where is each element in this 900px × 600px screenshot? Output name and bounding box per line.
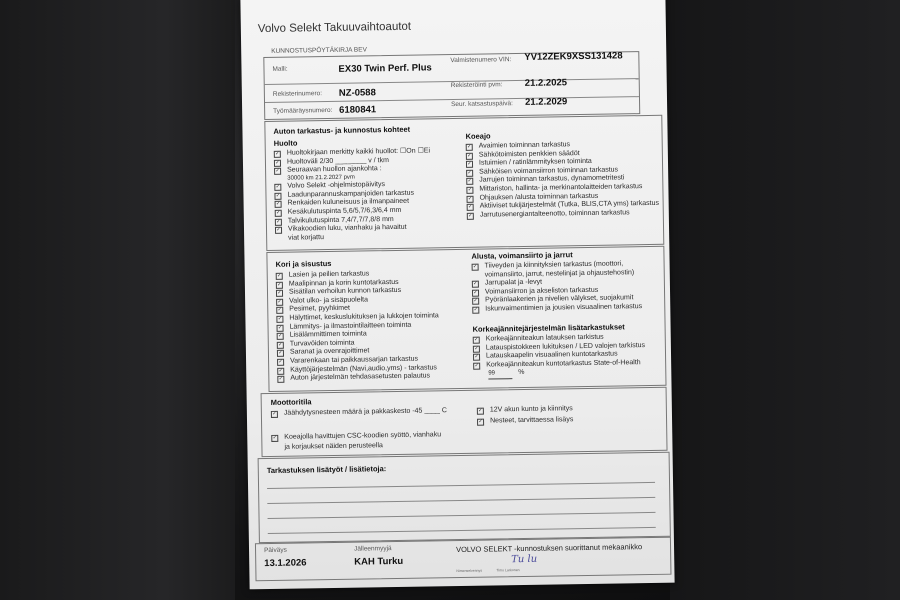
item-label: Iskunvaimentimien ja jousien visuaalinen tarkastus [485,303,643,313]
checkbox-checked-icon: ✓ [468,203,473,210]
alusta-heading: Alusta, voimansiirto ja jarrut [471,250,573,261]
item-label: Sähkötoimisten penkkien säädöt [478,149,580,159]
item-label: Sähköisen voimansiirron toiminnan tarkastus [479,166,619,176]
checkbox-checked-icon: ✓ [468,212,473,219]
checkbox-checked-icon: ✓ [473,306,478,313]
checkbox-checked-icon: ✓ [278,350,283,357]
car-seat-right [670,0,900,600]
item-label: Sisätilan verhoilun kunnon tarkastus [288,287,402,296]
item-label: Volvo Selekt -ohjelmistopäivitys [287,181,386,190]
name-value: Timo Larkonen [496,568,520,573]
checkbox-checked-icon: ✓ [276,209,281,216]
kori-heading: Kori ja sisustus [275,258,332,269]
checkbox-checked-icon: ✓ [275,184,280,191]
inspection-document [240,0,674,589]
section-engine-bay [261,387,668,457]
item-label: Pyöränlaakerien ja nivelien välykset, suojakumit [485,294,634,304]
item-label: Avaimien toiminnan tarkastus [478,141,571,150]
item-label: 12V akun kunto ja kiinnitys [489,405,573,414]
signature: Tu lu [511,553,538,566]
mechanic-label: VOLVO SELEKT -kunnostuksen suorittanut mekaanikko [455,542,643,555]
checkbox-checked-icon: ✓ [272,410,277,417]
item-label: ja korjaukset näiden perusteella [284,442,383,451]
checkbox-checked-icon: ✓ [277,307,282,314]
checkbox-checked-icon: ✓ [278,358,283,365]
checkbox-checked-icon: ✓ [278,332,283,339]
checkbox-checked-icon: ✓ [276,218,281,225]
work-order-value: 6180841 [339,104,377,116]
checkbox-checked-icon: ✓ [277,298,282,305]
item-label: Ohjauksen /alusta toiminnan tarkastus [479,192,599,202]
reg-label: Rekisterinumero: [272,90,323,98]
item-label: Talvikulutuspinta 7,4/7,7/7,8/8 mm [287,215,394,225]
checkbox-checked-icon: ✓ [275,192,281,199]
checkbox-checked-icon: ✓ [278,367,283,374]
document-title: Volvo Selekt Takuuvaihtoautot [257,20,412,36]
list-item [271,431,441,442]
item-label: Jarrupalat ja -levyt [484,278,543,287]
item-label: Pesimet, pyyhkimet [289,305,351,314]
checkbox-checked-icon: ✓ [474,353,479,360]
section-notes [258,452,671,543]
list-item [477,416,573,426]
soh-percent: 99 [488,370,512,380]
huolto-heading: Huolto [273,138,298,148]
date-value: 13.1.2026 [264,557,307,570]
checkbox-checked-icon: ✓ [277,289,282,297]
item-label: Mittariston, hallinta- ja merkinantolaitteiden tarkastus [479,183,643,193]
section-heading: Auton tarkastus- ja kunnostus kohteet [273,124,411,136]
item-label: Voimansiirron ja akseliston tarkastus [484,286,599,296]
item-label: Korkeajänniteakun latauksen tarkistus [485,333,604,343]
checkbox-checked-icon: ✓ [275,150,280,157]
item-label: Kesäkulutuspinta 5,6/5,7/6,3/6,4 mm [287,206,402,216]
checkbox-checked-icon: ✓ [474,345,479,352]
koeajo-heading: Koeajo [465,131,491,141]
soh-value [473,367,645,379]
item-label: Korkeajänniteakun kuntotarkastus State-of-Health [486,358,641,369]
list-item [472,303,642,314]
korkea-heading: Korkeajännitejärjestelmän lisätarkastukset [472,322,625,334]
form-name: KUNNOSTUSPÖYTÄKIRJA BEV [271,46,367,55]
checkbox-checked-icon: ✓ [467,186,473,193]
checkbox-checked-icon: ✓ [277,272,282,279]
korkea-list [473,333,646,380]
item-label: Aktiiviset tukijärjestelmät (Tutka, BLIS,CTA yms) tarkastus [479,199,660,210]
checkbox-checked-icon: ✓ [467,143,472,150]
checkbox-checked-icon: ✓ [474,336,479,343]
item-label: Käyttöjärjestelmän (Navi,audio,yms) - tarkastus [290,363,437,374]
checkbox-checked-icon: ✓ [275,201,281,208]
item-label: Valot ulko- ja sisäpuolelta [289,296,369,305]
checkbox-checked-icon: ✓ [277,281,282,288]
item-label: voimansiirto, jarrut, nestelinjat ja ohjaustehostin) [484,268,635,279]
next-inspection-label: Seur. katsastuspäivä: [451,100,513,109]
item-label: Lämmitys- ja ilmastointilaitteen toiminta [289,321,412,331]
work-order-label: Työmääräysnumero: [273,106,333,115]
checkbox-checked-icon: ✓ [275,159,280,166]
checkbox-checked-icon: ✓ [467,169,472,176]
name-label: Nimenselvennys [456,568,483,574]
item-label: Vikakoodien luku, vianhaku ja havaitut [287,224,407,233]
section-inspection-items [264,115,664,251]
dealer-label: Jälleenmyyjä [353,545,392,553]
item-label: Huoltoväli 2/30 ________ v / tkm [286,156,389,166]
item-label: Seuraavan huollon ajankohta : [287,165,382,174]
checkbox-checked-icon: ✓ [472,263,478,270]
section-body-chassis [266,246,666,392]
item-label: Huoltokirjaan merkitty kaikki huollot: ☐On ☐Ei [286,147,431,157]
checkbox-checked-icon: ✓ [277,315,283,322]
item-label: Maalipinnan ja korin kuntotarkastus [288,278,399,288]
item-label: Lisälämmittimen toiminta [289,330,367,339]
model-value: EX30 Twin Perf. Plus [338,62,432,75]
checkbox-checked-icon: ✓ [277,324,283,331]
checkbox-checked-icon: ✓ [467,152,472,159]
checkbox-checked-icon: ✓ [473,289,478,296]
checkbox-checked-icon: ✓ [278,341,283,348]
item-label: Nesteet, tarvittaessa lisäys [489,416,574,425]
item-label: Tiiveyden ja kiinnityksien tarkastus (moottori, [484,260,624,270]
item-label: Saranat ja ovenrajoittimet [289,347,370,356]
item-label: Koeajolla havittujen CSC-koodien syöttö, vianhaku [284,431,442,441]
item-label: Jarrutusenergiantalteenotto, toiminnan tarkastus [479,209,630,219]
item-label: Jäähdytysnesteen määrä ja pakkaskesto -45 ____ C [283,407,447,417]
checkbox-checked-icon: ✓ [467,160,472,168]
item-label: Auton järjestelmän tehdasasetusten palautus [290,372,431,382]
item-label: Lasien ja peilien tarkastus [288,270,370,279]
car-seat-left [0,0,235,600]
checkbox-checked-icon: ✓ [478,418,483,425]
koeajo-list [466,140,660,220]
moottoritila-heading: Moottoritila [270,397,312,407]
checkbox-checked-icon: ✓ [467,178,472,185]
item-label: Jarrujen toiminnan tarkastus, dynamometritesti [479,174,625,185]
vin-value: YV12ZEK9XSS131428 [524,50,623,63]
reg-date-value: 21.2.2025 [524,77,568,89]
list-item [284,442,383,452]
item-label: Turvavöiden toiminta [289,339,355,348]
checkbox-checked-icon: ✓ [473,280,478,287]
item-label: Latauspistokkeen lukituksen / LED valojen tarkistus [485,341,646,352]
list-item [275,232,431,243]
list-item [271,407,447,418]
list-item [277,372,440,383]
item-label: Laadunparannuskampanjoiden tarkastus [287,189,414,199]
list-item [467,209,659,221]
item-label: Renkaiden kuluneisuus ja ilmanpaineet [287,198,410,208]
alusta-list [472,260,643,314]
checkbox-checked-icon: ✓ [275,167,280,175]
checkbox-checked-icon: ✓ [276,227,281,234]
item-label: Latauskaapelin visuaalinen kuntotarkastus [485,350,618,360]
notes-heading: Tarkastuksen lisätyöt / lisätietoja: [266,464,387,476]
section-signature [255,537,672,582]
reg-date-label: Rekisteröinti pvm: [450,81,503,90]
soh-unit: % [518,369,525,377]
item-label: Vararenkaan tai paikkaussarjan tarkastus [290,355,419,365]
item-label: Hälyttimet, keskuslukituksen ja lukkojen toiminta [289,312,439,322]
item-label: viat korjattu [288,233,324,242]
dealer-value: KAH Turku [354,555,404,568]
vin-label: Valmistenumero VIN: [450,56,512,65]
checkbox-checked-icon: ✓ [278,375,283,382]
kori-list [276,269,440,383]
huolto-list [274,147,432,243]
checkbox-checked-icon: ✓ [478,407,483,414]
checkbox-checked-icon: ✓ [473,298,478,305]
reg-value: NZ-0588 [338,87,376,99]
checkbox-checked-icon: ✓ [272,434,277,441]
checkbox-checked-icon: ✓ [467,195,473,202]
checkbox-checked-icon: ✓ [474,362,479,369]
item-label: 30000 km 21.2.2027 pvm [287,174,355,182]
vehicle-info-table [263,51,640,120]
model-label: Malli: [272,65,288,73]
date-label: Päiväys [263,546,287,555]
item-label: Istuimien / ratinlämmityksen toiminta [478,158,592,167]
next-inspection-value: 21.2.2029 [524,96,568,108]
list-item [477,405,573,415]
